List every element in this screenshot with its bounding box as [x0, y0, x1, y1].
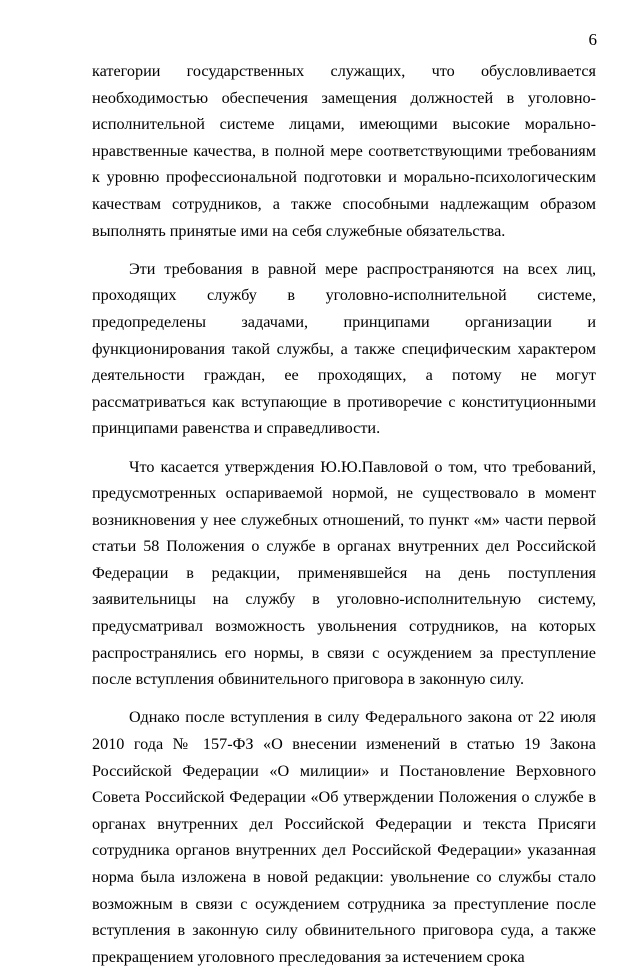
paragraph-federal-law: Однако после вступления в силу Федерального закона от 22 июля 2010 года № 157-ФЗ «О внесении изменений в статью 19 Закона Российской Федерации «О милиции» и Постановление Верховного Совета Российской Федерации «Об утверждении Положения о службе в органах внутренних дел Российской Федерации и текста Присяги сотрудника органов внутренних дел Российской Федерации» указанная норма была изложена в новой редакции: увольнение со службы стало возможным в связи с осуждением сотрудника за преступление после вступления в законную силу обвинительного приговора суда, а также прекращением уголовного преследования за истечением срока [92, 708, 596, 966]
paragraph-requirements: Эти требования в равной мере распространяются на всех лиц, проходящих службу в уголовно-исполнительной системе, предопределены задачами, принципами организации и функционирования такой службы, а также специфическим характером деятельности граждан, ее проходящих, а потому не могут рассматриваться как вступающие в противоречие с конституционными принципами равенства и справедливости. [92, 259, 596, 438]
paragraph-continuation: категории государственных служащих, что обусловливается необходимостью обеспечения замещения должностей в уголовно-исполнительной системе лицами, имеющими высокие морально-нравственные качества, в полной мере соответствующими требованиям к уровню профессиональной подготовки и морально-психологическим качествам сотрудников, а также способными надлежащим образом выполнять принятые ими на себя служебные обязательства. [92, 62, 596, 240]
paragraph-pavlova-claim: Что касается утверждения Ю.Ю.Павловой о том, что требований, предусмотренных оспариваемой нормой, не существовало в момент возникновения у нее служебных отношений, то пункт «м» части первой статьи 58 Положения о службе в органах внутренних дел Российской Федерации в редакции, применявшейся на день поступления заявительницы на службу в уголовно-исполнительную систему, предусматривал возможность увольнения сотрудников, на которых распространялись его нормы, в связи с осуждением за преступление после вступления обвинительного приговора в законную силу. [92, 457, 596, 689]
page-number: 6 [588, 30, 597, 49]
body-text [92, 58, 596, 970]
